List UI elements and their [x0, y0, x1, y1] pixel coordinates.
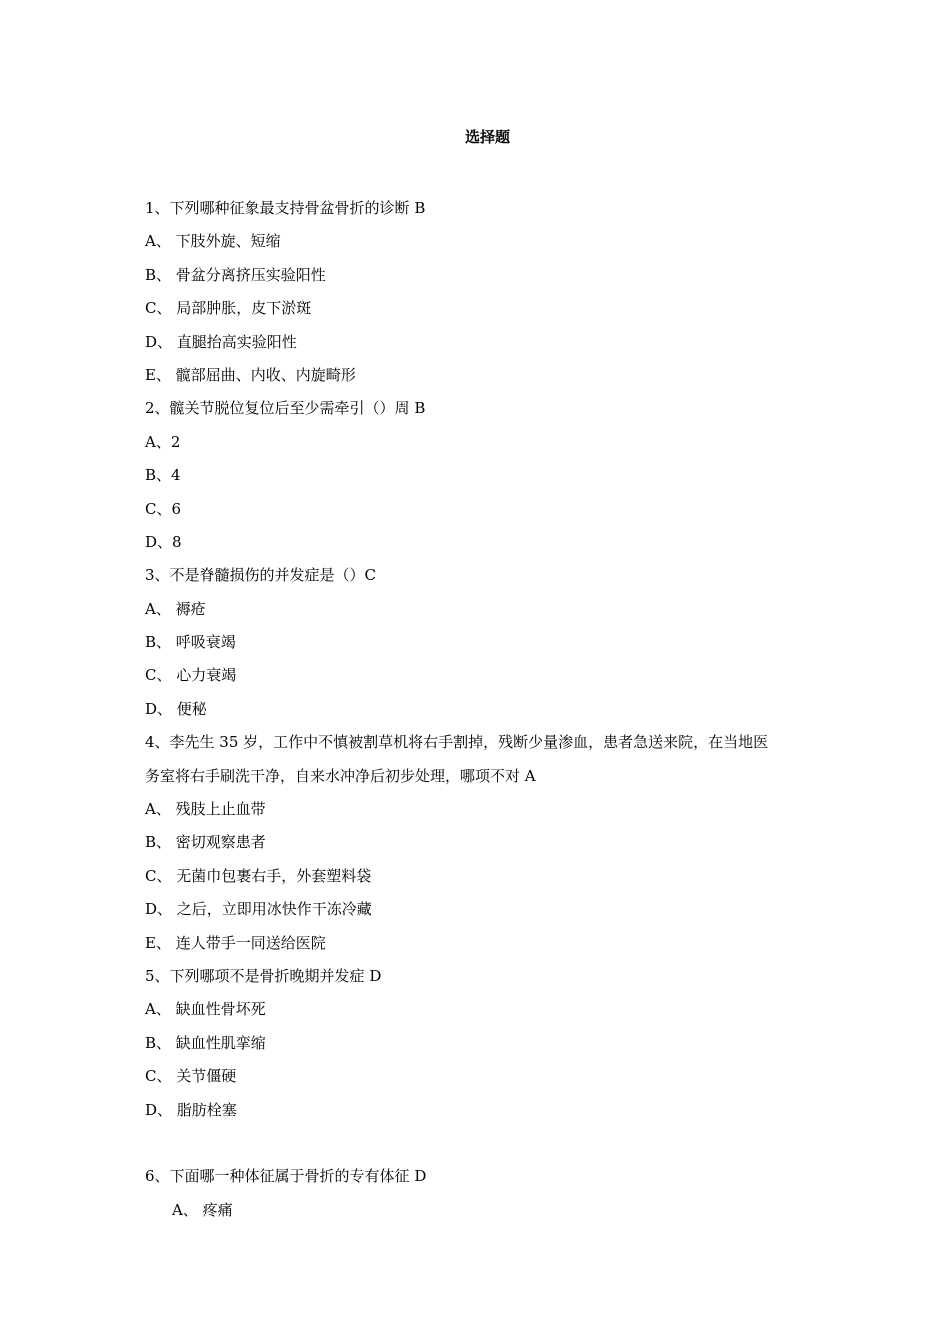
- question-1-stem: 1、下列哪种征象最支持骨盆骨折的诊断 B: [145, 199, 426, 217]
- question-3-option-c: C、 心力衰竭: [145, 666, 237, 685]
- question-2-option-a: A、2: [145, 432, 181, 451]
- question-2-option-b: B、4: [145, 466, 181, 485]
- question-5-option-c: C、 关节僵硬: [145, 1067, 237, 1086]
- question-5-option-d: D、 脂肪栓塞: [145, 1100, 237, 1119]
- question-3-option-a: A、 褥疮: [145, 599, 206, 618]
- question-5-option-b: B、 缺血性肌挛缩: [145, 1033, 266, 1052]
- question-3-option-d: D、 便秘: [145, 699, 207, 718]
- question-3-option-b: B、 呼吸衰竭: [145, 633, 236, 652]
- question-6-stem: 6、下面哪一种体征属于骨折的专有体征 D: [145, 1167, 427, 1186]
- question-1-option-d: D、 直腿抬高实验阳性: [145, 332, 297, 351]
- question-2-option-c: C、6: [145, 499, 182, 518]
- question-4-stem-line-2: 务室将右手刷洗干净，自来水冲净后初步处理，哪项不对 A: [145, 766, 536, 785]
- question-4-option-a: A、 残肢上止血带: [145, 800, 266, 819]
- question-5-stem: 5、下列哪项不是骨折晚期并发症 D: [145, 966, 382, 985]
- paragraph-gap: [145, 1127, 815, 1160]
- question-2-option-d: D、8: [145, 532, 182, 551]
- question-6-option-a: A、 疼痛: [172, 1200, 233, 1219]
- question-1-option-c: C、 局部肿胀，皮下淤斑: [145, 299, 312, 318]
- question-1-option-a: A、 下肢外旋、短缩: [145, 232, 281, 251]
- question-1-option-e: E、 髋部屈曲、内收、内旋畸形: [145, 365, 356, 384]
- question-4-option-b: B、 密切观察患者: [145, 833, 266, 852]
- question-list: [145, 192, 815, 1227]
- question-4-option-c: C、 无菌巾包裹右手，外套塑料袋: [145, 866, 372, 885]
- question-4-option-e: E、 连人带手一同送给医院: [145, 933, 326, 952]
- question-4-option-d: D、 之后，立即用冰快作干冻冷藏: [145, 900, 372, 919]
- page-title: 选择题: [464, 128, 510, 146]
- question-2-stem: 2、髋关节脱位复位后至少需牵引（）周 B: [145, 399, 426, 418]
- question-4-stem-line-1: 4、李先生 35 岁，工作中不慎被割草机将右手割掉，残断少量渗血，患者急送来院，在当地医: [145, 733, 769, 752]
- question-3-stem: 3、不是脊髓损伤的并发症是（）C: [145, 566, 377, 585]
- question-1-option-b: B、 骨盆分离挤压实验阳性: [145, 265, 326, 284]
- question-5-option-a: A、 缺血性骨坏死: [145, 1000, 266, 1019]
